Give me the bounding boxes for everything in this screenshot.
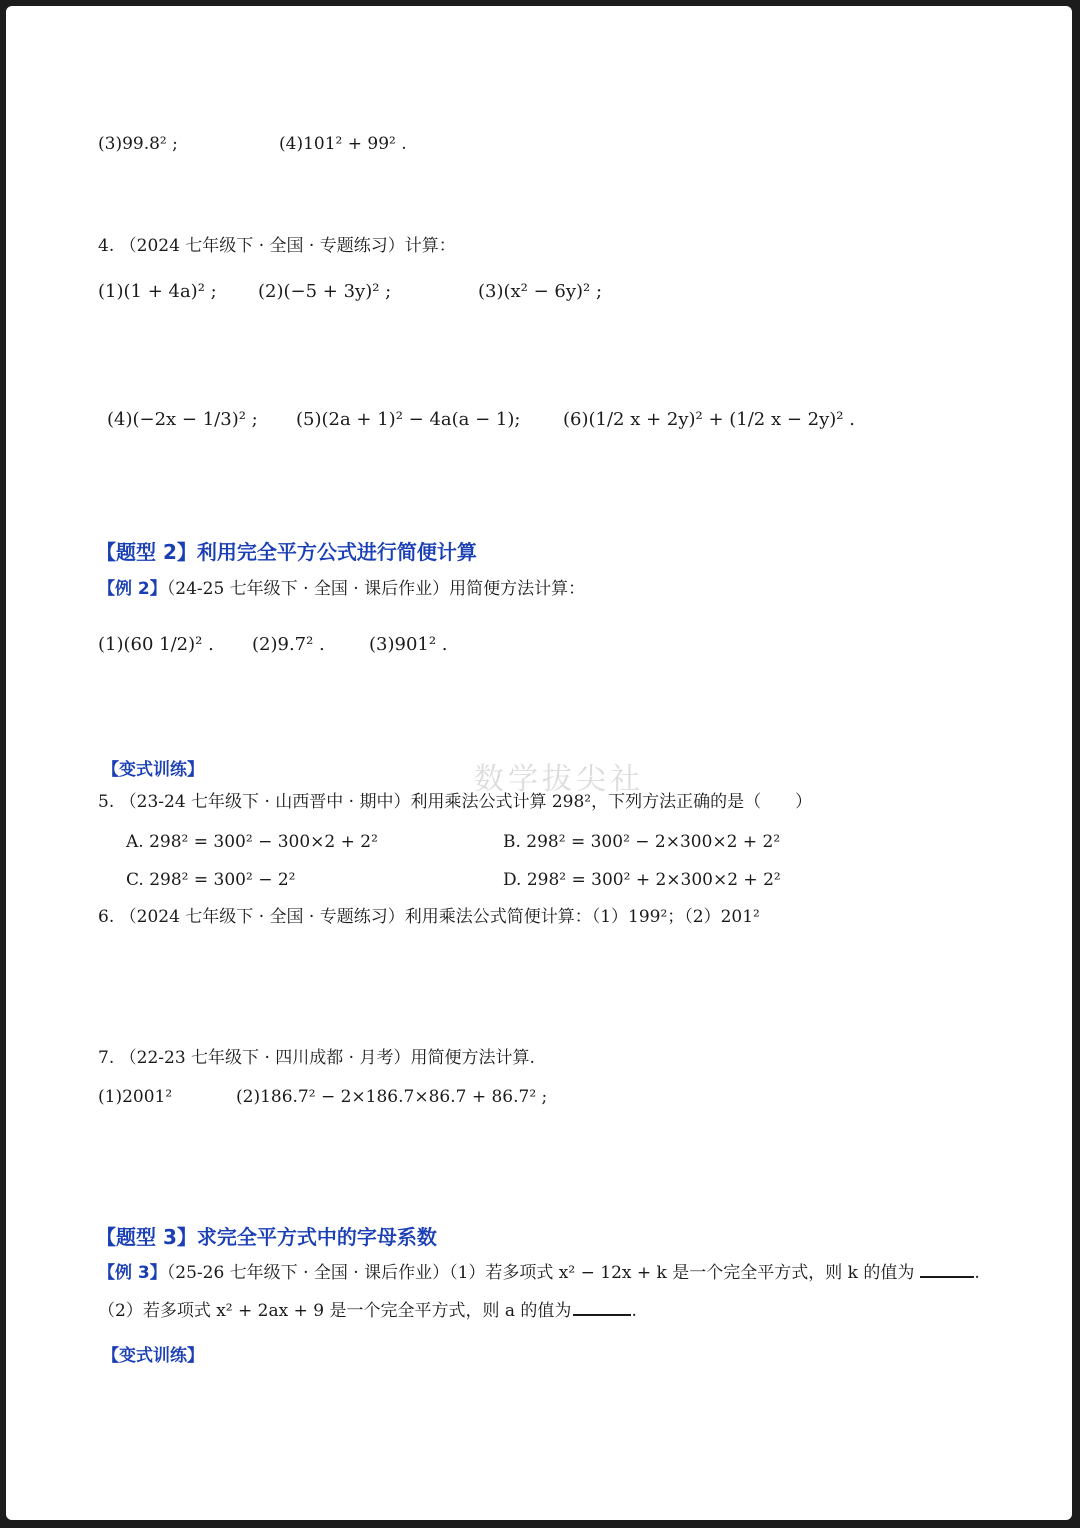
worksheet-page (6, 6, 1072, 1520)
q5-option-c: C. 298² = 300² − 2² (126, 870, 296, 890)
example-2-text: （24-25 七年级下 · 全国 · 课后作业）用简便方法计算： (166, 579, 586, 599)
example-2 (98, 581, 585, 598)
q7-stem: 7. （22-23 七年级下 · 四川成都 · 月考）用简便方法计算. (98, 1048, 535, 1068)
q4-part-1: (1)(1 + 4a)² ; (98, 281, 217, 302)
example-3-line-1 (98, 1265, 980, 1282)
answer-blank-a[interactable] (573, 1314, 631, 1316)
watermark: 数学拔尖社 (474, 762, 644, 797)
q3-part-3: (3)99.8² ; (98, 134, 178, 154)
q4-part-6: (6)(1/2 x + 2y)² + (1/2 x − 2y)² . (563, 409, 855, 430)
answer-blank-k[interactable] (920, 1276, 974, 1278)
section-3-heading: 【题型 3】求完全平方式中的字母系数 (96, 1225, 437, 1249)
example-3-tag: 【例 3】 (98, 1263, 167, 1283)
q6-stem: 6. （2024 七年级下 · 全国 · 专题练习）利用乘法公式简便计算：（1）199²；（2）201² (98, 907, 760, 927)
q3-part-4: (4)101² + 99² . (279, 134, 407, 154)
variant-training-label-1: 【变式训练】 (102, 760, 204, 780)
q4-part-2: (2)(−5 + 3y)² ; (258, 281, 392, 302)
q5-stem: 5. （23-24 七年级下 · 山西晋中 · 期中）利用乘法公式计算 298²，下列方法正确的是（ ） (98, 792, 813, 812)
example-3-line-2-end: . (631, 1301, 637, 1321)
section-2-heading: 【题型 2】利用完全平方公式进行简便计算 (96, 540, 477, 564)
q4-stem: 4. （2024 七年级下 · 全国 · 专题练习）计算： (98, 236, 456, 256)
q5-option-a: A. 298² = 300² − 300×2 + 2² (126, 832, 378, 852)
q4-part-3: (3)(x² − 6y)² ; (478, 281, 603, 302)
q5-option-b: B. 298² = 300² − 2×300×2 + 2² (503, 832, 781, 852)
example-3-line-2 (98, 1303, 637, 1320)
example-2-part-1: (1)(60 1/2)² . (98, 634, 214, 655)
q7-part-1: (1)2001² (98, 1087, 173, 1107)
q7-part-2: (2)186.7² − 2×186.7×86.7 + 86.7² ; (236, 1087, 548, 1107)
variant-training-label-2: 【变式训练】 (102, 1346, 204, 1366)
example-3-line-1-text: （25-26 七年级下 · 全国 · 课后作业）（1）若多项式 x² − 12x + k 是一个完全平方式，则 k 的值为 (166, 1263, 915, 1283)
q5-option-d: D. 298² = 300² + 2×300×2 + 2² (503, 870, 781, 890)
q4-part-5: (5)(2a + 1)² − 4a(a − 1); (296, 409, 521, 430)
example-3-line-1-end: . (974, 1263, 980, 1283)
example-2-part-2: (2)9.7² . (252, 634, 325, 655)
q4-part-4: (4)(−2x − 1/3)² ; (107, 409, 258, 430)
example-3-line-2-text: （2）若多项式 x² + 2ax + 9 是一个完全平方式，则 a 的值为 (98, 1301, 572, 1321)
example-2-part-3: (3)901² . (369, 634, 448, 655)
example-2-tag: 【例 2】 (98, 579, 167, 599)
